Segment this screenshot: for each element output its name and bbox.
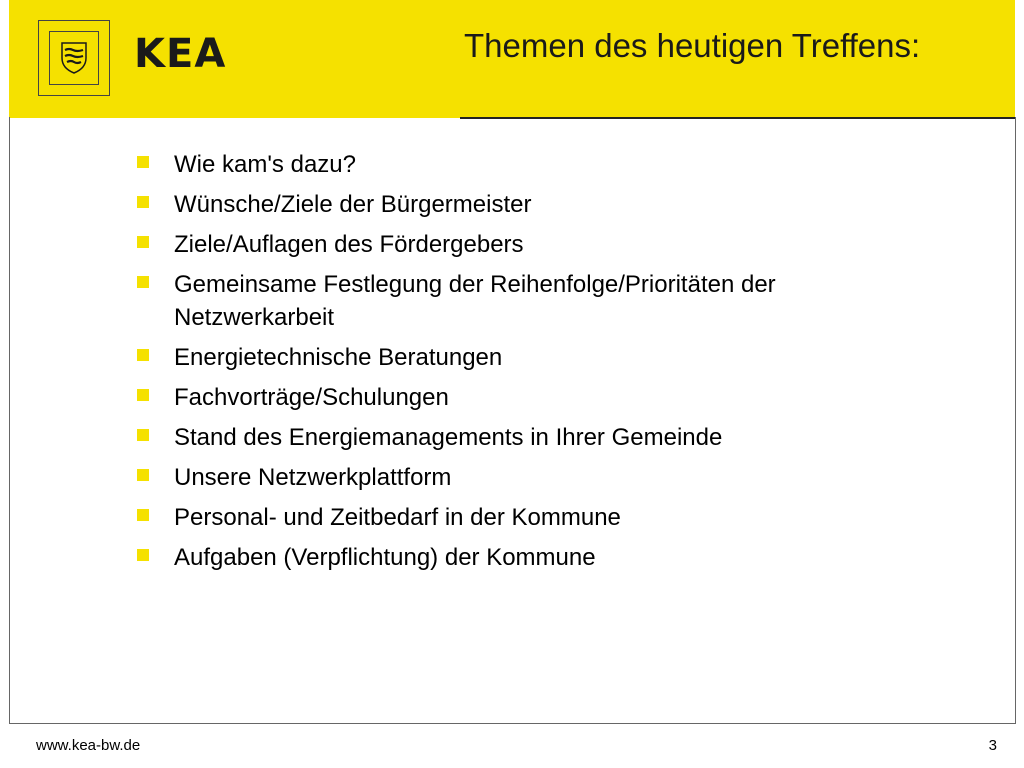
- topic-label: Personal- und Zeitbedarf in der Kommune: [174, 504, 621, 531]
- topic-list-item: [137, 341, 937, 374]
- bullet-square-icon: [137, 549, 149, 561]
- topic-label: Gemeinsame Festlegung der Reihenfolge/Prioritäten der Netzwerkarbeit: [174, 271, 776, 331]
- topic-label: Ziele/Auflagen des Fördergebers: [174, 231, 524, 258]
- brand-logo-text: KEA: [134, 31, 227, 77]
- topic-list-item: [137, 381, 937, 414]
- topic-label: Stand des Energiemanagements in Ihrer Gemeinde: [174, 424, 723, 451]
- bullet-square-icon: [137, 429, 149, 441]
- bullet-square-icon: [137, 276, 149, 288]
- topic-list-item: [137, 461, 937, 494]
- bullet-square-icon: [137, 196, 149, 208]
- topic-list-item: [137, 228, 937, 261]
- bullet-square-icon: [137, 469, 149, 481]
- slide-title: Themen des heutigen Treffens:: [464, 27, 921, 64]
- topic-list-item: [137, 268, 937, 334]
- topic-list-item: [137, 501, 937, 534]
- topic-list: [137, 148, 937, 581]
- bullet-square-icon: [137, 389, 149, 401]
- topic-label: Energietechnische Beratungen: [174, 344, 503, 371]
- bullet-square-icon: [137, 349, 149, 361]
- topic-list-item: [137, 188, 937, 221]
- topic-label: Aufgaben (Verpflichtung) der Kommune: [174, 544, 596, 571]
- bullet-square-icon: [137, 509, 149, 521]
- bullet-square-icon: [137, 236, 149, 248]
- coat-of-arms-icon: [61, 42, 87, 74]
- topic-label: Wünsche/Ziele der Bürgermeister: [174, 191, 532, 218]
- topic-list-item: [137, 148, 937, 181]
- topic-label: Wie kam's dazu?: [174, 151, 356, 178]
- page-number: 3: [988, 737, 997, 754]
- topic-list-item: [137, 541, 937, 574]
- footer-url: www.kea-bw.de: [36, 737, 141, 754]
- bullet-square-icon: [137, 156, 149, 168]
- topic-label: Unsere Netzwerkplattform: [174, 464, 452, 491]
- topic-list-item: [137, 421, 937, 454]
- topic-label: Fachvorträge/Schulungen: [174, 384, 449, 411]
